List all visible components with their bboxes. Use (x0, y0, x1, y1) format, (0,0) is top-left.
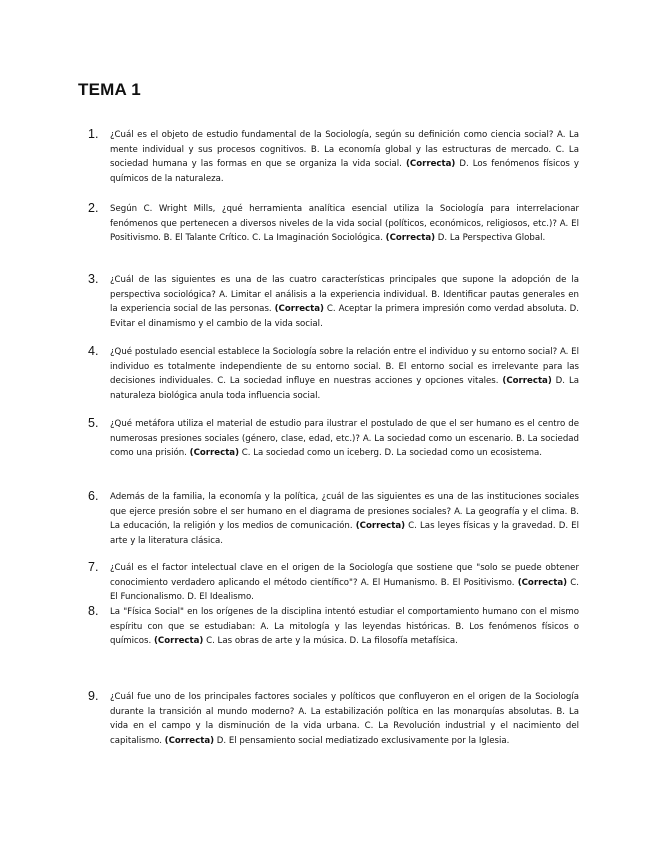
question-number: 4. (88, 344, 99, 358)
question-text: ¿Cuál de las siguientes es una de las cuatro características principales que supone la adopción de la perspectiva sociológica? A. Limitar el análisis a la experiencia individual. B. Identificar pautas generales en la experiencia social de las personas. (Correcta) C. Aceptar la primera impresión como verdad absoluta. D. Evitar el dinamismo y el cambio de la vida social. (110, 275, 579, 329)
question-text: Además de la familia, la economía y la política, ¿cuál de las siguientes es una de las instituciones sociales que ejerce presión sobre el ser humano en el diagrama de presiones sociales? A. La geografía y el clima. B. La educación, la religión y los medios de comunicación. (Correcta) C. Las leyes físicas y la gravedad. D. El arte y la literatura clásica. (110, 492, 579, 546)
correct-mark: (Correcta) (502, 376, 552, 387)
correct-mark: (Correcta) (164, 735, 215, 746)
question-number: 2. (88, 201, 99, 215)
question-number: 9. (88, 689, 99, 703)
question-number: 8. (88, 604, 99, 618)
question-number: 3. (88, 272, 99, 286)
correct-mark: (Correcta) (274, 304, 324, 315)
question-number: 1. (88, 127, 99, 141)
question-text: La "Física Social" en los orígenes de la disciplina intentó estudiar el comportamiento humano con el mismo espíritu con que se estudiaban: A. La mitología y las leyendas históricas. B. Los fenómenos físicos o químicos. (Correcta) C. Las obras de arte y la música. D. La filosofía metafísica. (110, 607, 579, 647)
question-text: ¿Qué postulado esencial establece la Sociología sobre la relación entre el individuo y su entorno social? A. El individuo es totalmente independiente de su entorno social. B. El entorno social es irrelevante para las decisiones individuales. C. La sociedad influye en nuestras acciones y opciones vitales. (Correcta) D. La naturaleza biológica anula toda influencia social. (110, 347, 579, 401)
question-text: Según C. Wright Mills, ¿qué herramienta analítica esencial utiliza la Sociología para interrelacionar fenómenos que pertenecen a diversos niveles de la vida social (políticos, económicos, religiosos, etc.)? A. El Positivismo. B. El Talante Crítico. C. La Imaginación Sociológica. (Correcta) D. La Perspectiva Global. (110, 204, 579, 244)
question-number: 7. (88, 560, 99, 574)
question-text: ¿Cuál fue uno de los principales factores sociales y políticos que confluyeron en el origen de la Sociología durante la transición al mundo moderno? A. La estabilización política en las monarquías absolutas. B. La vida en el campo y la disminución de la vida urbana. C. La Revolución industrial y el nacimiento del capitalismo. (Correcta) D. El pensamiento social mediatizado exclusivamente por la Iglesia. (110, 692, 579, 746)
correct-mark: (Correcta) (189, 448, 240, 459)
question-number: 5. (88, 416, 99, 430)
correct-mark: (Correcta) (385, 233, 436, 244)
correct-mark: (Correcta) (355, 521, 406, 532)
correct-mark: (Correcta) (405, 159, 456, 170)
question-number: 6. (88, 489, 99, 503)
page-title: TEMA 1 (78, 80, 141, 99)
question-text: ¿Cuál es el factor intelectual clave en el origen de la Sociología que sostiene que "solo se puede obtener conocimiento verdadero aplicando el método científico"? A. El Humanismo. B. El Positivismo. (Correcta) C. El Funcionalismo. D. El Idealismo. (110, 563, 579, 603)
correct-mark: (Correcta) (153, 636, 204, 647)
correct-mark: (Correcta) (517, 577, 568, 588)
question-text: ¿Qué metáfora utiliza el material de estudio para ilustrar el postulado de que el ser humano es el centro de numerosas presiones sociales (género, clase, edad, etc.)? A. La sociedad como un escenario. B. La sociedad como una prisión. (Correcta) C. La sociedad como un iceberg. D. La sociedad como un ecosistema. (110, 419, 579, 459)
question-text: ¿Cuál es el objeto de estudio fundamental de la Sociología, según su definición como ciencia social? A. La mente individual y sus procesos cognitivos. B. La economía global y las estructuras de mercado. C. La sociedad humana y las formas en que se organiza la vida social. (Correcta) D. Los fenómenos físicos y químicos de la naturaleza. (110, 130, 580, 184)
